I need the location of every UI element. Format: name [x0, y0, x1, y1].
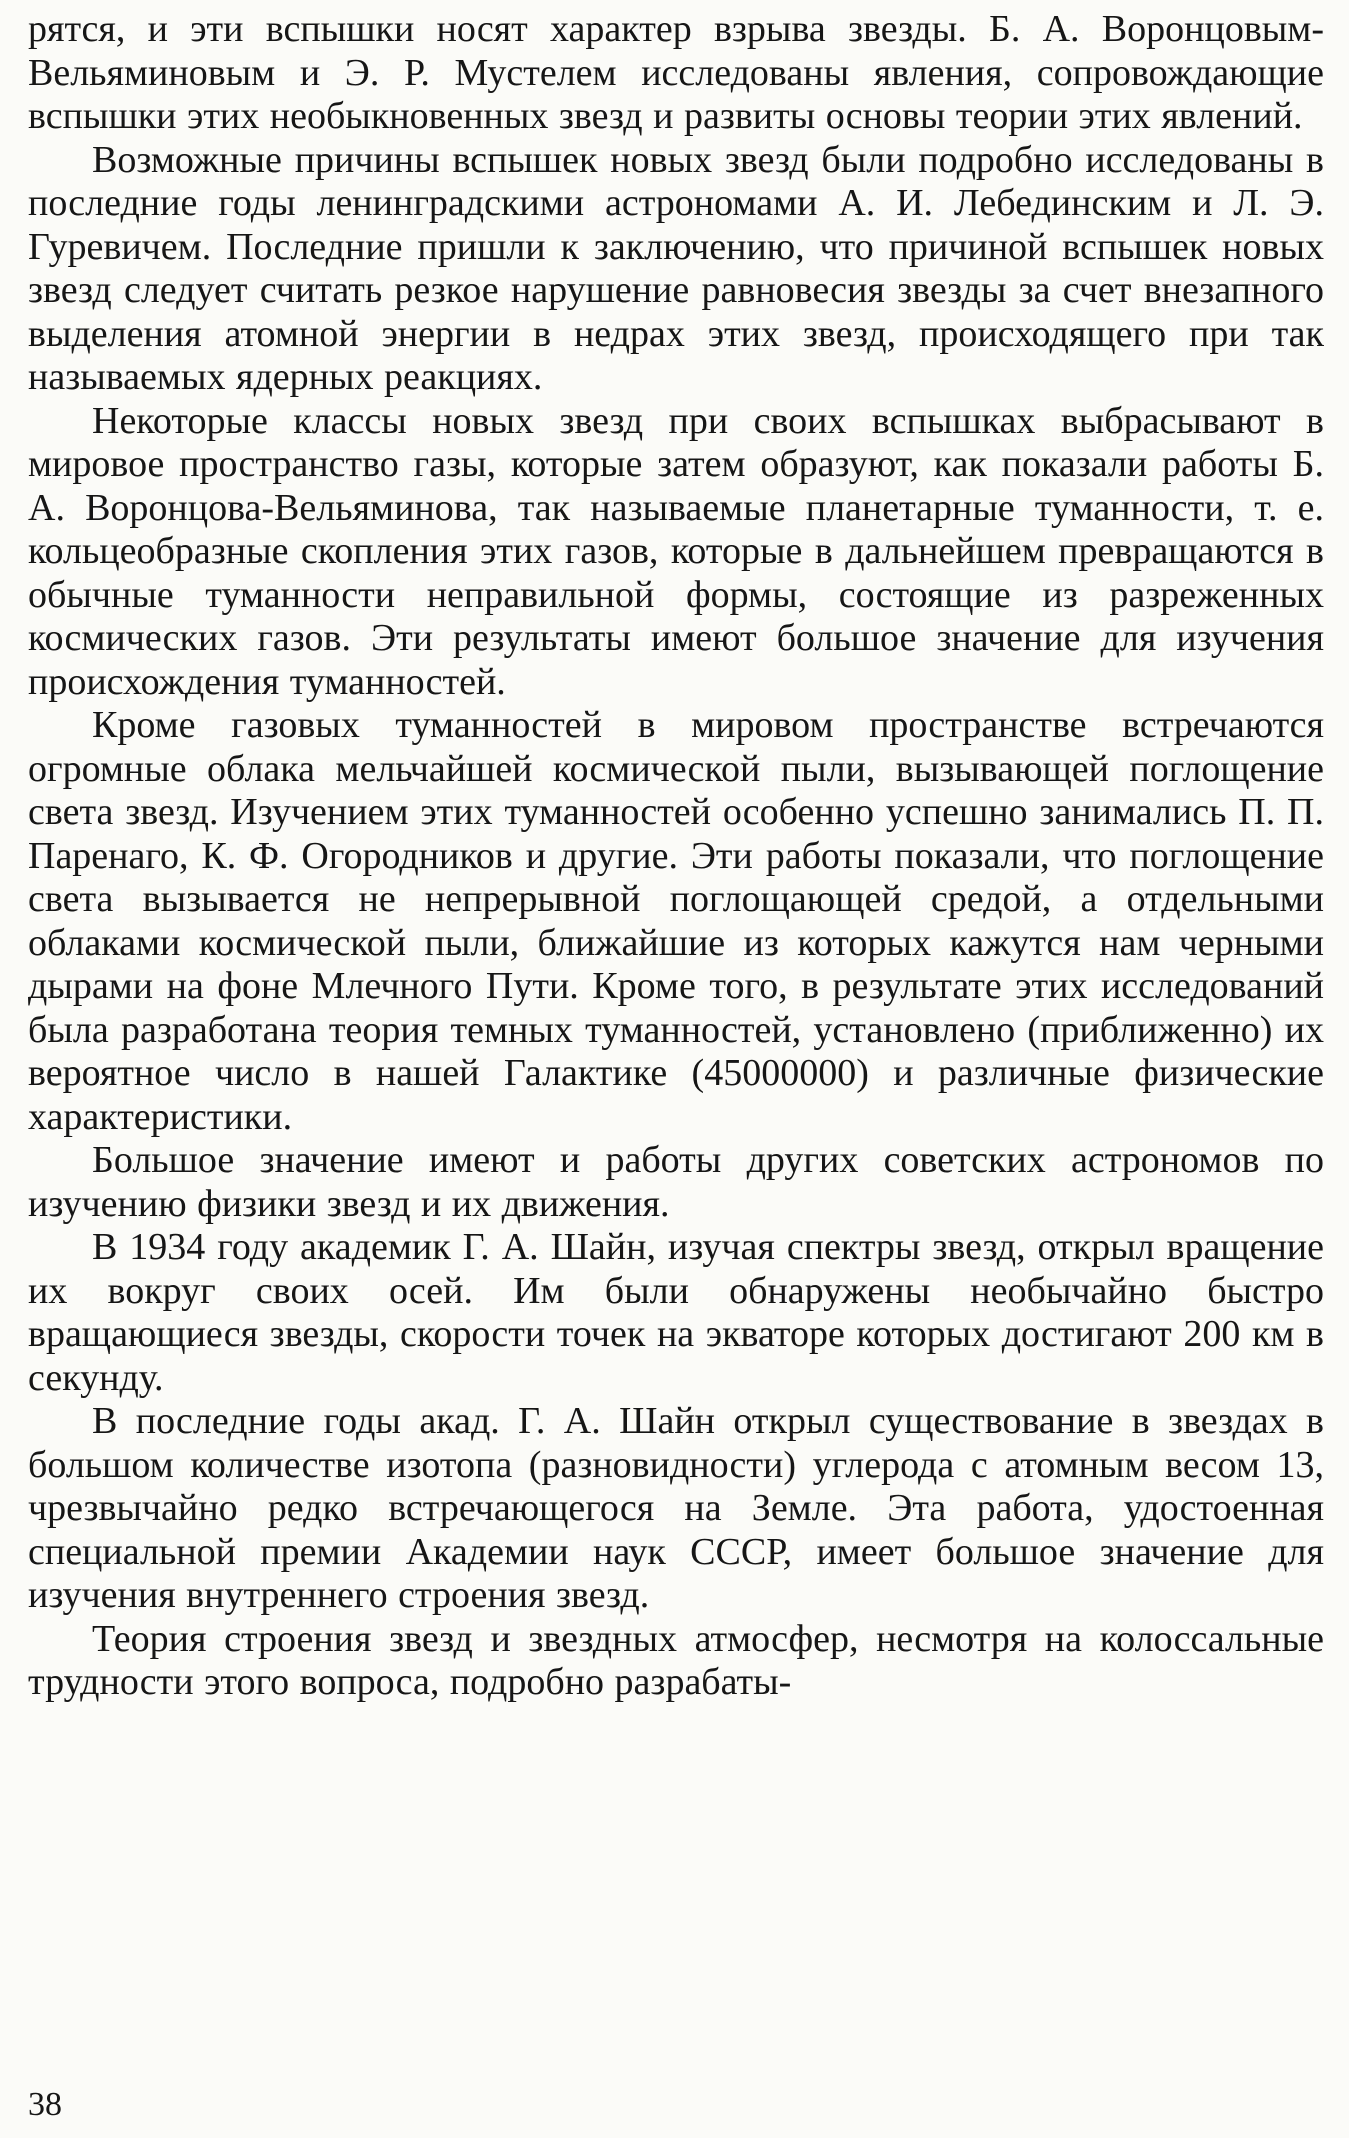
body-text [28, 8, 1324, 1705]
paragraph-other-astronomers: Большое значение имеют и работы других советских астрономов по изучению физики звезд и их движения. [28, 1139, 1324, 1225]
paragraph-planetary-nebulae: Некоторые классы новых звезд при своих вспышках выбрасывают в мировое пространство газы, которые затем образуют, как показали работы Б. А. Воронцова-Вельяминова, так называемые планетарные туманности, т. е. кольцеобразные скопления этих газов, которые в дальнейшем превращаются в обычные туманности неправильной формы, состоящие из разреженных космических газов. Эти результаты имеют большое значение для изучения происхождения туманностей. [28, 399, 1324, 703]
page-number: 38 [28, 2086, 62, 2123]
paragraph-dust-nebulae: Кроме газовых туманностей в мировом пространстве встречаются огромные облака мельчайшей космической пыли, вызывающей поглощение света звезд. Изучением этих туманностей особенно успешно занимались П. П. Паренаго, К. Ф. Огородников и другие. Эти работы показали, что поглощение света вызывается не непрерывной поглощающей средой, а отдельными облаками космической пыли, ближайшие из которых кажутся нам черными дырами на фоне Млечного Пути. Кроме того, в результате этих исследований была разработана теория темных туманностей, установлено (приближенно) их вероятное число в нашей Галактике (45000000) и различные физические характеристики. [28, 704, 1324, 1138]
paragraph-stellar-rotation: В 1934 году академик Г. А. Шайн, изучая спектры звезд, открыл вращение их вокруг своих осей. Им были обнаружены необычайно быстро вращающиеся звезды, скорости точек на экваторе которых достигают 200 км в секунду. [28, 1226, 1324, 1399]
paragraph-stellar-structure: Теория строения звезд и звездных атмосфер, несмотря на колоссальные трудности этого вопроса, подробно разрабаты- [28, 1617, 1324, 1703]
paragraph-carbon-isotope: В последние годы акад. Г. А. Шайн открыл существование в звездах в большом количестве изотопа (разновидности) углерода с атомным весом 13, чрезвычайно редко встречающегося на Земле. Эта работа, удостоенная специальной премии Академии наук СССР, имеет большое значение для изучения внутреннего строения звезд. [28, 1400, 1324, 1616]
paragraph-nova-causes: Возможные причины вспышек новых звезд были подробно исследованы в последние годы ленинградскими астрономами А. И. Лебединским и Л. Э. Гуревичем. Последние пришли к заключению, что причиной вспышек новых звезд следует считать резкое нарушение равновесия звезды за счет внезапного выделения атомной энергии в недрах этих звезд, происходящего при так называемых ядерных реакциях. [28, 138, 1324, 398]
paragraph-novae-explosions: рятся, и эти вспышки носят характер взрыва звезды. Б. А. Воронцовым-Вельяминовым и Э. Р. Мустелем исследованы явления, сопровождающие вспышки этих необыкновенных звезд и развиты основы теории этих явлений. [28, 8, 1324, 137]
